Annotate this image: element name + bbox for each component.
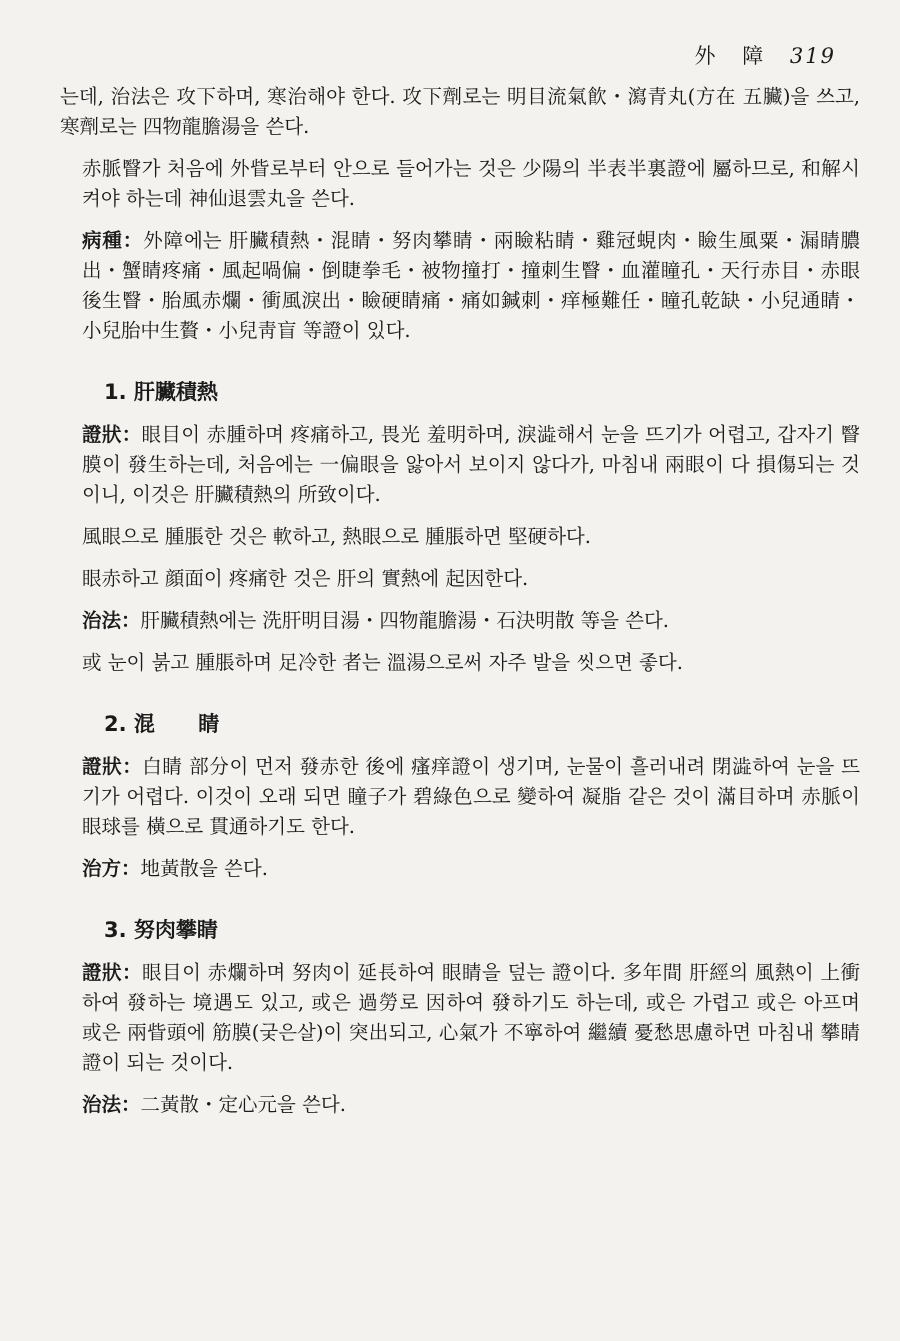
page-body bbox=[60, 82, 860, 1120]
section-1-note-1: 風眼으로 腫脹한 것은 軟하고, 熱眼으로 腫脹하면 堅硬하다. bbox=[82, 525, 591, 548]
disease-text: 外障에는 肝臟積熱・混睛・努肉攀睛・兩瞼粘睛・雞冠蜆肉・瞼生風粟・漏睛膿出・蟹睛疼痛・風起喎偏・倒睫拳毛・被物撞打・撞刺生瞖・血灌瞳孔・天行赤目・赤眼後生瞖・胎風赤爛・衝風淚出・瞼硬睛痛・痛如鍼刺・痒極難任・瞳孔乾缺・小兒通睛・小兒胎中生贅・小兒靑盲 等證이 있다. bbox=[82, 229, 860, 342]
section-1-note-2: 眼赤하고 顔面이 疼痛한 것은 肝의 實熱에 起因한다. bbox=[82, 567, 529, 590]
section-heading-1: 1. 肝臟積熱 bbox=[104, 380, 218, 404]
intro-paragraph-1: 는데, 治法은 攻下하며, 寒治해야 한다. 攻下劑로는 明目流氣飮・瀉青丸(方在 五臟)을 쓰고, 寒劑로는 四物龍膽湯을 쓴다. bbox=[60, 85, 860, 138]
section-2-treatment: 治方：地黃散을 쓴다. bbox=[82, 857, 268, 880]
running-header bbox=[695, 40, 836, 70]
intro-paragraph-2: 赤脈瞖가 처음에 外眥로부터 안으로 들어가는 것은 少陽의 半表半裏證에 屬하므로, 和解시켜야 하는데 神仙退雲丸을 쓴다. bbox=[82, 157, 860, 210]
section-3-symptoms: 證狀：眼目이 赤爛하며 努肉이 延長하여 眼睛을 덮는 證이다. 多年間 肝經의 風熱이 上衝하여 發하는 境遇도 있고, 或은 過勞로 因하여 發하기도 하는데, 或은 가렵고 或은 아프며 或은 兩眥頭에 筋膜(궂은살)이 突出되고, 心氣가 不寧하여 繼續 憂愁思慮하면 마침내 攀睛證이 되는 것이다. bbox=[82, 961, 860, 1074]
section-1-symptoms: 證狀：眼目이 赤腫하며 疼痛하고, 畏光 羞明하며, 淚澁해서 눈을 뜨기가 어렵고, 갑자기 瞖膜이 發生하는데, 처음에는 一偏眼을 앓아서 보이지 않다가, 마침내 兩眼이 다 損傷되는 것이니, 이것은 肝臟積熱의 所致이다. bbox=[82, 423, 860, 506]
disease-list-paragraph bbox=[60, 226, 860, 346]
section-heading-2: 2. 混 睛 bbox=[104, 712, 238, 736]
section-heading-3: 3. 努肉攀睛 bbox=[104, 918, 218, 942]
section-2-symptoms: 證狀：白睛 部分이 먼저 發赤한 後에 瘙痒證이 생기며, 눈물이 흘러내려 閉澁하여 눈을 뜨기가 어렵다. 이것이 오래 되면 瞳子가 碧綠色으로 變하여 凝脂 같은 것이 滿目하며 赤脈이 眼球를 橫으로 貫通하기도 한다. bbox=[82, 755, 860, 838]
section-3-treatment: 治法：二黃散・定心元을 쓴다. bbox=[82, 1093, 346, 1116]
page-number: 319 bbox=[789, 44, 836, 68]
header-title: 外 障 bbox=[694, 44, 774, 68]
disease-label: 病種： bbox=[82, 229, 144, 252]
section-1-note-3: 或 눈이 붉고 腫脹하며 足冷한 者는 溫湯으로써 자주 발을 씻으면 좋다. bbox=[82, 651, 683, 674]
section-1-treatment: 治法：肝臟積熱에는 洗肝明目湯・四物龍膽湯・石決明散 等을 쓴다. bbox=[82, 609, 669, 632]
